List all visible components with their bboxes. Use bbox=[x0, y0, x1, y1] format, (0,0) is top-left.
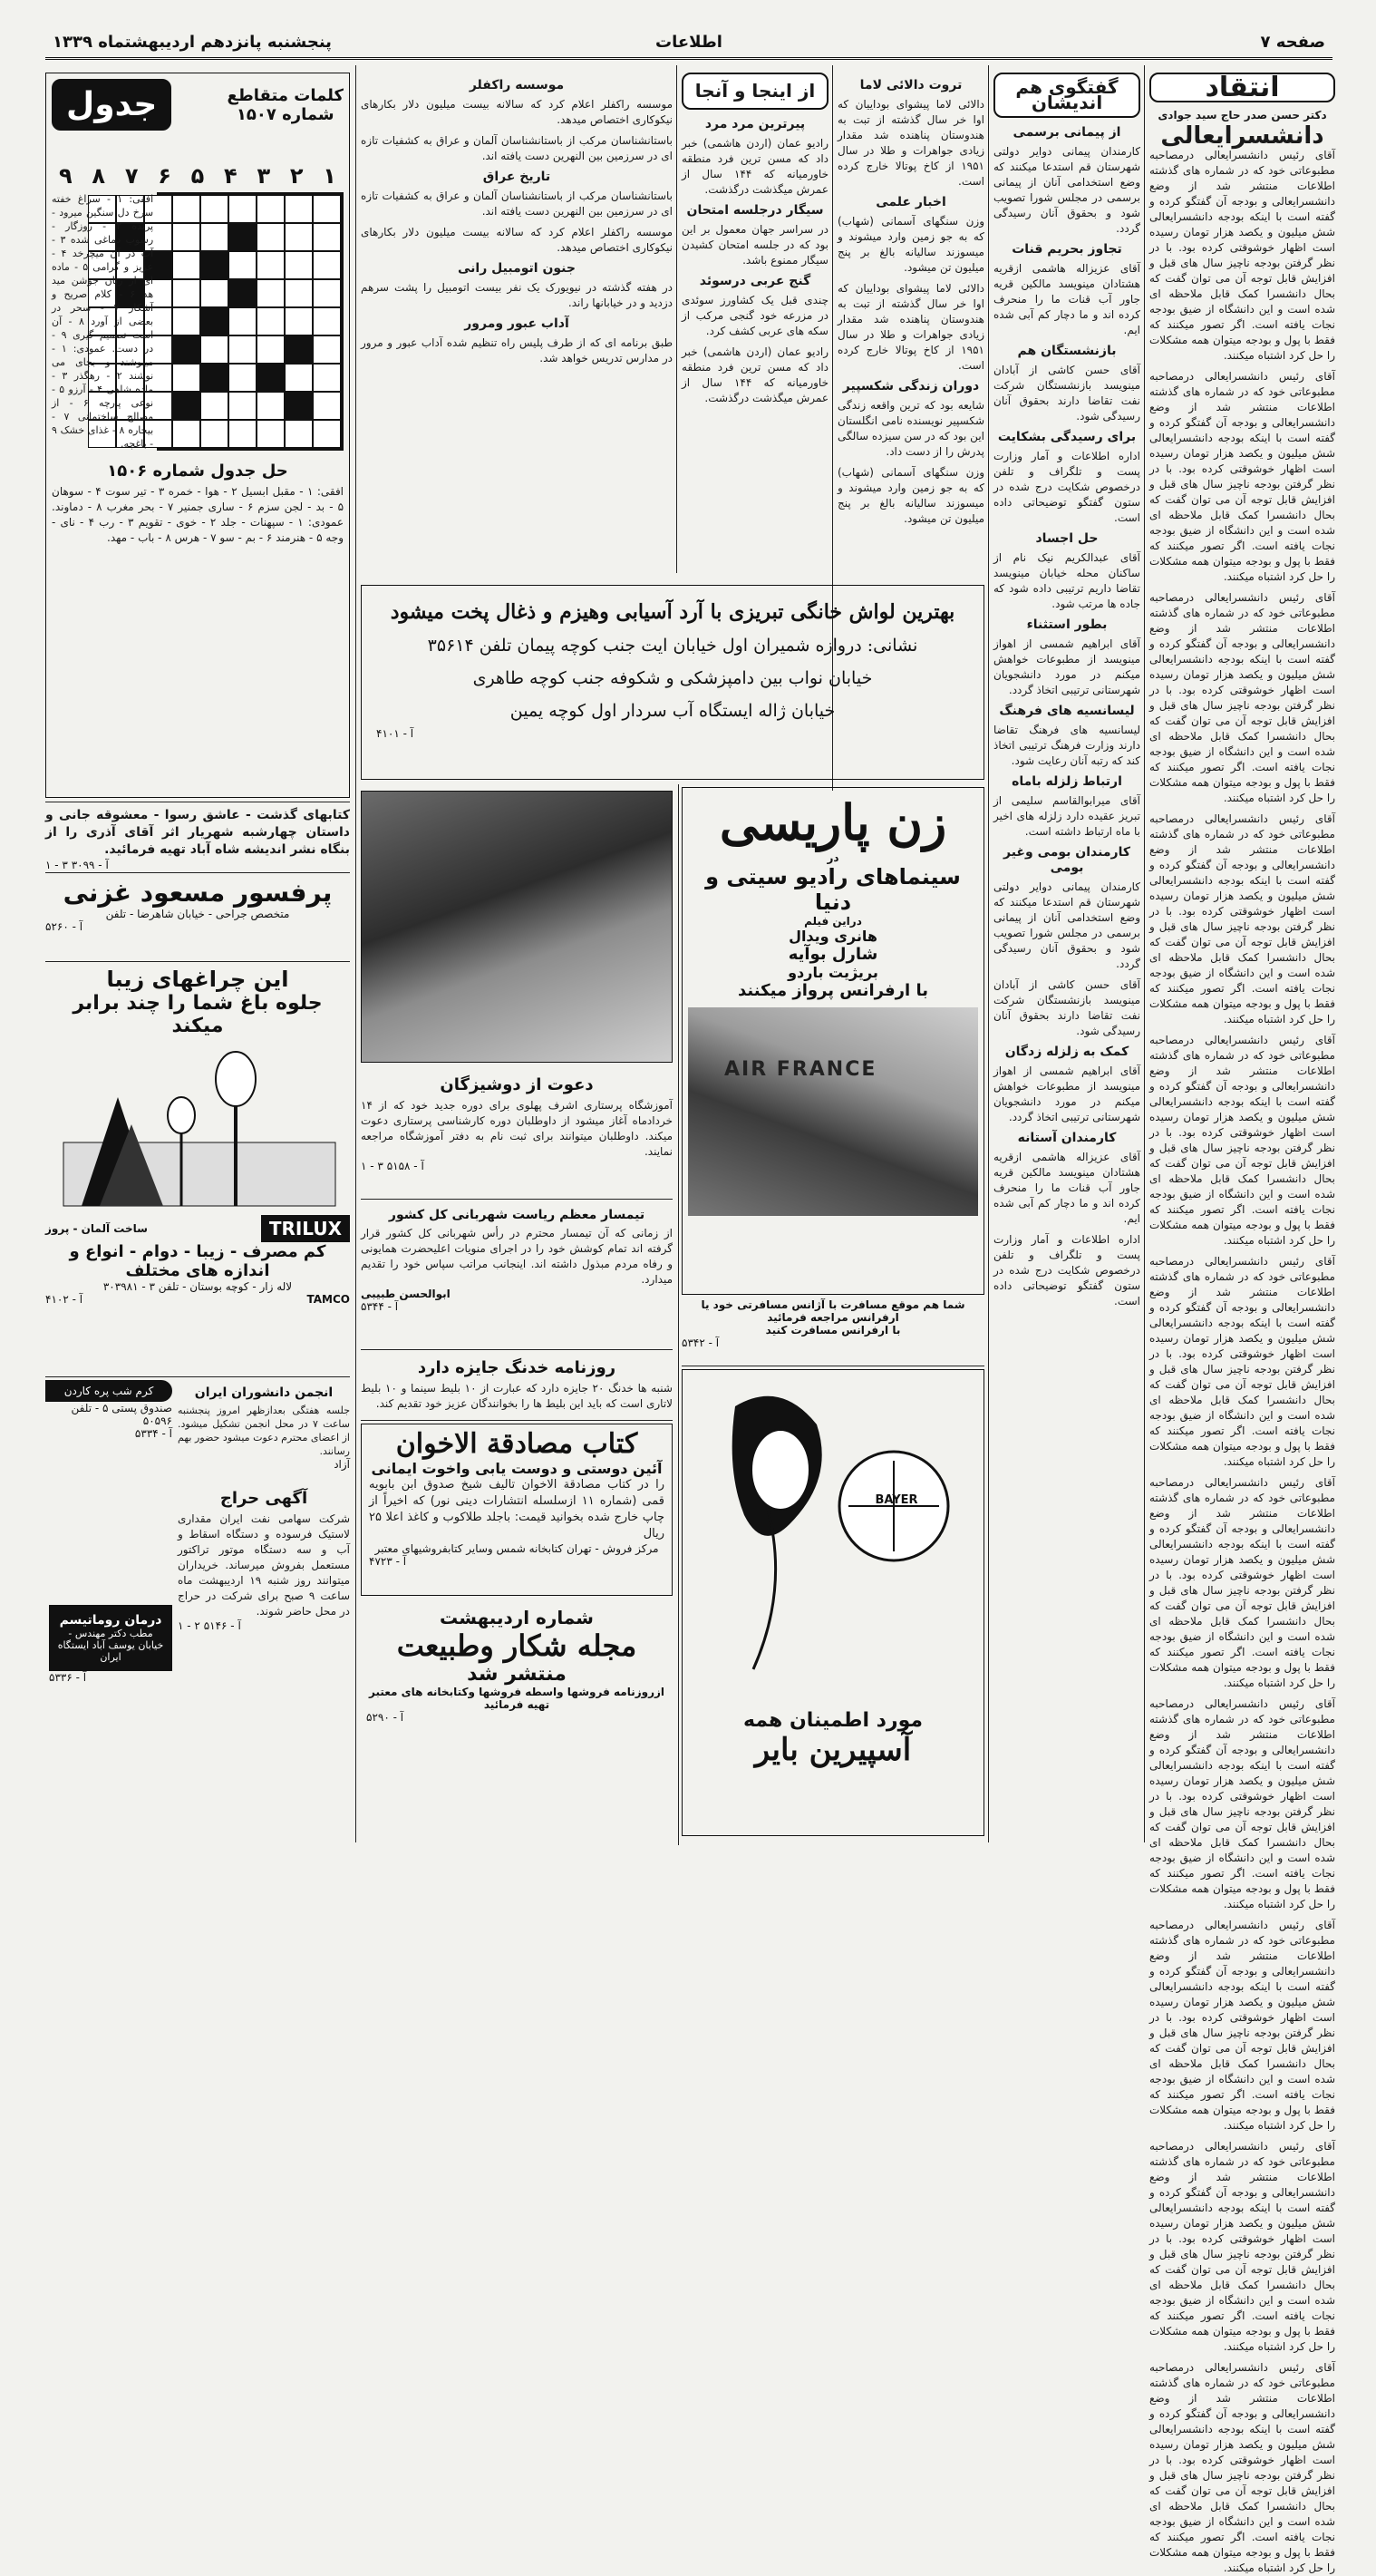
editorial-byline: دکتر حسن صدر حاج سید جوادی bbox=[1158, 109, 1327, 122]
tube-code2: آ - ۵۳۳۴ bbox=[134, 1427, 172, 1440]
crossword-cell bbox=[200, 392, 228, 420]
crossword-subtitle: کلمات متقاطع bbox=[227, 85, 344, 105]
police-sign: ابوالحسن طبیبی bbox=[361, 1288, 451, 1300]
air-france-text: AIR FRANCE bbox=[724, 1058, 877, 1081]
crossword-cell bbox=[172, 279, 200, 307]
letters-text: کارمندان پیمانی دوایر دولتی شهرستان قم استدعا میکنند که وضع استخدامی آنان از پیمانی برسمی در مجلس شورا تصویب شود و بحقوق آنان رسیدگی گردد. bbox=[993, 880, 1140, 970]
film-in: در bbox=[827, 851, 839, 864]
crossword-cell bbox=[228, 364, 257, 392]
letters-text: آقای عبدالکریم نیک نام از ساکنان محله خیابان مینویسد تقاضا داریم ترتیبی داده شود که جاده ها مرتب شود. bbox=[993, 551, 1140, 610]
ad-lamps-sub: جلوه باغ شما را چند برابر میکند bbox=[73, 992, 323, 1037]
column-editorial bbox=[1149, 72, 1335, 2574]
divider bbox=[45, 872, 350, 873]
crossword-cell bbox=[200, 251, 228, 279]
news-text: وزن سنگهای آسمانی (شهاب) که به جو زمین وارد میشوند و میسوزند سالیانه بالغ بر پنج میلیون تن میشود. bbox=[838, 215, 984, 274]
book-text: را در کتاب مصادقة الاخوان تالیف شیخ صدوق ابن بابویه قمی (شماره ۱۱ ازسلسله انتشارات دینی نور) که اخیراً از چاپ خارج شده بخوانید قیمت: باجلد طلاکوب و کاغذ اعلا ۲۵ ریال bbox=[369, 1478, 664, 1541]
column-rule bbox=[676, 65, 677, 573]
crossword-cell bbox=[257, 279, 285, 307]
editorial-title: دانشسرایعالی bbox=[1160, 122, 1324, 150]
divider bbox=[45, 961, 350, 962]
union-text: جلسه هفتگی بعدازظهر امروز پنجشنبه ساعت ۷ در محل انجمن تشکیل میشود. از اعضای محترم دعوت میشود حضور بهم رسانند. bbox=[178, 1405, 350, 1457]
col-number: ۱ bbox=[323, 163, 336, 189]
letters-text: آقای حسن کاشی از آبادان مینویسد بازنشستگان شرکت نفت تقاضا دارند بحقوق آنان رسیدگی شود. bbox=[993, 364, 1140, 423]
crossword-cell bbox=[313, 420, 341, 448]
ad-lamps-code: آ - ۴۱۰۲ bbox=[45, 1293, 83, 1306]
news-text: باستانشناسان مرکب از باستانشناسان آلمان و عراق به کشفیات تازه ای در سرزمین بین النهرین دست یافته اند. bbox=[361, 134, 673, 162]
letters-text: اداره اطلاعات و آمار وزارت پست و تلگراف و تلفن درخصوص شکایت درج شده در ستون گفتگو توضیحاتی داده است. bbox=[993, 450, 1140, 524]
film-actor2: شارل بوآیه bbox=[788, 945, 878, 964]
news-text: در هفته گذشته در نیویورک یک نفر بیست اتومبیل را پشت سرهم دزدید و در خیابانها راند. bbox=[361, 281, 673, 309]
crossword-cell bbox=[285, 195, 313, 223]
letters-text: کارمندان پیمانی دوایر دولتی شهرستان قم استدعا میکنند که وضع استخدامی آنان از پیمانی برسمی در مجلس شورا تصویب شود و بحقوق آنان رسیدگی گردد. bbox=[993, 145, 1140, 235]
ad-lamps-headline: این چراغهای زیبا bbox=[106, 967, 289, 992]
editorial-text-repeat: آقای رئیس دانشسرایعالی درمصاحبه مطبوعاتی خود که در شماره های گذشته اطلاعات منتشر شد از وضع دانشسرایعالی و بودجه آن گفتگو کرده و گفته است با اینکه بودجه دانشسرایعالی شش میلیون و یکصد هزار تومان رسیده است اظهار خوشوقتی کرده بود. با در نظر گرفتن بودجه ناچیز سال های قبل و افزایش قابل توجه آن می توان گفت که بحال دانشسرا کمک قابل ملاحظه ای شده است و این دانشگاه از ضیق بودجه نجات یافته است. اگر تصور میکنند که فقط با پول و بودجه میتوان همه مشکلات را حل کرد اشتباه میکنند. bbox=[1149, 370, 1335, 583]
divider bbox=[45, 1376, 350, 1377]
news-text: دالائی لاما پیشوای بوداییان که اوا خر سال گذشته از تبت به هندوستان پناهنده شد مقدار زیادی جواهرات و طلا در سال ۱۹۵۱ از کاخ پوتالا خارج کرده است. bbox=[838, 282, 984, 372]
film-actor1: هانری ویدال bbox=[789, 928, 877, 945]
union-tail: آزاد bbox=[334, 1458, 350, 1471]
trilux-logo: TRILUX bbox=[261, 1215, 350, 1242]
crossword-cell bbox=[313, 223, 341, 251]
crossword-cell bbox=[200, 307, 228, 335]
crossword-cell bbox=[200, 364, 228, 392]
solution-title: حل جدول شماره ۱۵۰۶ bbox=[107, 462, 288, 481]
editorial-text-repeat: آقای رئیس دانشسرایعالی درمصاحبه مطبوعاتی خود که در شماره های گذشته اطلاعات منتشر شد از وضع دانشسرایعالی و بودجه آن گفتگو کرده و گفته است با اینکه بودجه دانشسرایعالی شش میلیون و یکصد هزار تومان رسیده است اظهار خوشوقتی کرده بود. با در نظر گرفتن بودجه ناچیز سال های قبل و افزایش قابل توجه آن می توان گفت که بحال دانشسرا کمک قابل ملاحظه ای شده است و این دانشگاه از ضیق بودجه نجات یافته است. اگر تصور میکنند که فقط با پول و بودجه میتوان همه مشکلات را حل کرد اشتباه میکنند. bbox=[1149, 1919, 1335, 2132]
crossword-clues: افقی: ۱ - سراغ خفته سرخ دل سنگین میرود - پرنده ۲ - روزگار - رسوب دماغی شده ۳ - آب در آن میچرخد ۴ - عزیز و گرامی ۵ - ماده ای از زبان جوشن مید هد ۶ - کلام صریح و آشکار ۷ - سحر در بعضی از آورد ۸ - آن است تصمیم گیری ۹ - در دست. عمودی: ۱ - مینوشند و بجای می نوشند ۲ - رهگذر ۳ - ماده شاهی ۴ - آرزو ۵ - نوعی پارچه ۶ - از مصالح ساختمانی ۷ - بیچاره ۸ - غذای خشک ۹ - باغچه. bbox=[52, 193, 154, 450]
editorial-text-repeat: آقای رئیس دانشسرایعالی درمصاحبه مطبوعاتی خود که در شماره های گذشته اطلاعات منتشر شد از وضع دانشسرایعالی و بودجه آن گفتگو کرده و گفته است با اینکه بودجه دانشسرایعالی شش میلیون و یکصد هزار تومان رسیده است اظهار خوشوقتی کرده بود. با در نظر گرفتن بودجه ناچیز سال های قبل و افزایش قابل توجه آن می توان گفت که بحال دانشسرا کمک قابل ملاحظه ای شده است و این دانشگاه از ضیق بودجه نجات یافته است. اگر تصور میکنند که فقط با پول و بودجه میتوان همه مشکلات را حل کرد اشتباه میکنند. bbox=[1149, 1255, 1335, 1468]
crossword-cell bbox=[228, 223, 257, 251]
news-text: باستانشناسان مرکب از باستانشناسان آلمان و عراق به کشفیات تازه ای در سرزمین بین النهرین دست یافته اند. bbox=[361, 190, 673, 218]
tube-code: صندوق پستی ۵ - تلفن ۵۰۵۹۶ bbox=[71, 1402, 172, 1427]
crossword-cell bbox=[200, 335, 228, 364]
news-heading: تروت دالائی لاما bbox=[859, 78, 963, 92]
editorial-text-repeat: آقای رئیس دانشسرایعالی درمصاحبه مطبوعاتی خود که در شماره های گذشته اطلاعات منتشر شد از وضع دانشسرایعالی و بودجه آن گفتگو کرده و گفته است با اینکه بودجه دانشسرایعالی شش میلیون و یکصد هزار تومان رسیده است اظهار خوشوقتی کرده بود. با در نظر گرفتن بودجه ناچیز سال های قبل و افزایش قابل توجه آن می توان گفت که بحال دانشسرا کمک قابل ملاحظه ای شده است و این دانشگاه از ضیق بودجه نجات یافته است. اگر تصور میکنند که فقط با پول و بودجه میتوان همه مشکلات را حل کرد اشتباه میکنند. bbox=[1149, 1476, 1335, 1689]
crossword-cell bbox=[285, 251, 313, 279]
crossword-cell bbox=[172, 364, 200, 392]
news-text: وزن سنگهای آسمانی (شهاب) که به جو زمین وارد میشوند و میسوزند سالیانه بالغ بر پنج میلیون تن میشود. bbox=[838, 466, 984, 525]
police-title: تیمسار معظم ریاست شهربانی کل کشور bbox=[388, 1208, 645, 1222]
khadang-text: شنبه ها خدنگ ۲۰ جایزه دارد که عبارت از ۱۰ بلیط سینما و ۱۰ بلیط لاتاری است که باید این بلیط ها را بخوانندگان عزیز خود تقدیم کند. bbox=[361, 1382, 673, 1410]
news-text: دالائی لاما پیشوای بوداییان که اوا خر سال گذشته از تبت به هندوستان پناهنده شد مقدار زیادی جواهرات و طلا در سال ۱۹۵۱ از کاخ پوتالا خارج کرده است. bbox=[838, 98, 984, 188]
letters-heading: بازنشستگان هم bbox=[1017, 344, 1117, 358]
col-number: ۷ bbox=[124, 163, 139, 189]
col-number: ۸ bbox=[92, 163, 106, 189]
news-heading: سیگار درجلسه امتحان bbox=[686, 203, 824, 218]
letters-text: اداره اطلاعات و آمار وزارت پست و تلگراف و تلفن درخصوص شکایت درج شده در ستون گفتگو توضیحاتی داده است. bbox=[993, 1233, 1140, 1307]
news-heading: پیرترین مرد مرد bbox=[704, 117, 806, 131]
crossword-title: جدول bbox=[52, 79, 171, 131]
ad-union bbox=[178, 1380, 350, 1480]
letters-heading: تجاوز بحریم قنات bbox=[1012, 242, 1122, 257]
tamco-label: TAMCO bbox=[306, 1293, 350, 1306]
ad-bayer bbox=[682, 1369, 984, 1836]
divider bbox=[361, 1199, 673, 1200]
crossword-box bbox=[45, 73, 350, 798]
crossword-grid bbox=[157, 192, 344, 451]
crossword-cell bbox=[257, 223, 285, 251]
letters-text: آقای حسن کاشی از آبادان مینویسد بازنشستگان شرکت نفت تقاضا دارند بحقوق آنان رسیدگی شود. bbox=[993, 978, 1140, 1037]
rheum-text: مطب دکتر مهندس - خیابان یوسف آباد ایستگاه ایران bbox=[57, 1628, 164, 1663]
crossword-cell bbox=[172, 335, 200, 364]
tube-label: کرم شب پره کاردن bbox=[45, 1380, 172, 1402]
crossword-cell bbox=[313, 392, 341, 420]
crossword-cell bbox=[200, 195, 228, 223]
crossword-cell bbox=[172, 420, 200, 448]
film-tag: با ارفرانس پرواز میکنند bbox=[738, 981, 928, 1000]
bakery-line3: خیابان نواب بین دامپزشکی و شکوفه جنب کوچه طاهری bbox=[472, 668, 873, 688]
ad-doctor bbox=[45, 878, 350, 959]
police-text: از زمانی که آن تیمسار محترم در رأس شهربانی کل کشور قرار گرفته اند تمام کوشش خود را در اجرای منویات اعلیحضرت همایونی و رفاه مردم مبذول داشته اند. اینجانب مراتب سپاس خود را تقدیم میدارد. bbox=[361, 1227, 673, 1286]
garden-lamp-illustration bbox=[45, 1043, 350, 1215]
ad-film bbox=[682, 787, 984, 1295]
crossword-cell bbox=[285, 420, 313, 448]
news-banner: از اینجا و آنجا bbox=[682, 73, 829, 110]
letters-heading: برای رسیدگی بشکایت bbox=[997, 430, 1137, 444]
letters-text: آقای ابراهیم شمسی از اهواز مینویسد از مطبوعات خواهش میکنم در مورد دانشجویان شهرستانی ترتیبی اتخاذ گردد. bbox=[993, 637, 1140, 696]
letters-heading: از پیمانی برسمی bbox=[1013, 125, 1121, 140]
crossword-number: شماره ۱۵۰۷ bbox=[236, 104, 334, 124]
solution-text: افقی: ۱ - مقبل ابسیل ۲ - هوا - خمره ۳ - تیر سوت ۴ - سوهان ۵ - بد - لجن سزم ۶ - ساری جمنیر ۷ - بحر مغرب ۸ - دماوند. عمودی: ۱ - سپهنات - جلد ۲ - خوی - تقویم ۳ - رب ۴ - نای - وجه ۵ - هنرمند ۶ - بم - سو ۷ - هرس ۸ - باب - مهد. bbox=[52, 485, 344, 544]
crossword-column-numbers bbox=[52, 163, 344, 189]
film-cinemas: سینماهای رادیو سیتی و دنیا bbox=[705, 864, 961, 915]
editorial-text-repeat: آقای رئیس دانشسرایعالی درمصاحبه مطبوعاتی خود که در شماره های گذشته اطلاعات منتشر شد از وضع دانشسرایعالی و بودجه آن گفتگو کرده و گفته است با اینکه بودجه دانشسرایعالی شش میلیون و یکصد هزار تومان رسیده است اظهار خوشوقتی کرده بود. با در نظر گرفتن بودجه ناچیز سال های قبل و افزایش قابل توجه آن می توان گفت که بحال دانشسرا کمک قابل ملاحظه ای شده است و این دانشگاه از ضیق بودجه نجات یافته است. اگر تصور میکنند که فقط با پول و بودجه میتوان همه مشکلات را حل کرد اشتباه میکنند. bbox=[1149, 1697, 1335, 1910]
ad-khadang bbox=[361, 1353, 673, 1416]
bayer-tag: مورد اطمینان همه bbox=[742, 1709, 924, 1732]
crossword-cell bbox=[257, 195, 285, 223]
building-photo bbox=[361, 791, 673, 1063]
letters-heading: ارتباط زلزله باماه bbox=[1012, 774, 1122, 789]
khadang-title: روزنامه خدنگ جایزه دارد bbox=[417, 1358, 616, 1377]
col-number: ۳ bbox=[257, 163, 271, 189]
news-text: چندی قبل یک کشاورز سوئدی در مزرعه خود گنجی مرکب از سکه های عربی کشف کرد. bbox=[682, 294, 829, 337]
news-heading: گنج عربی درسوئد bbox=[699, 274, 811, 288]
film-footer-text: شما هم موقع مسافرت با آژانس مسافرتی خود یا ارفرانس مراجعه فرمائید bbox=[701, 1298, 965, 1324]
ad-magazine bbox=[361, 1601, 673, 1837]
editorial-text-repeat: آقای رئیس دانشسرایعالی درمصاحبه مطبوعاتی خود که در شماره های گذشته اطلاعات منتشر شد از وضع دانشسرایعالی و بودجه آن گفتگو کرده و گفته است با اینکه بودجه دانشسرایعالی شش میلیون و یکصد هزار تومان رسیده است اظهار خوشوقتی کرده بود. با در نظر گرفتن بودجه ناچیز سال های قبل و افزایش قابل توجه آن می توان گفت که بحال دانشسرا کمک قابل ملاحظه ای شده است و این دانشگاه از ضیق بودجه نجات یافته است. اگر تصور میکنند که فقط با پول و بودجه میتوان همه مشکلات را حل کرد اشتباه میکنند. bbox=[1149, 812, 1335, 1026]
column-news-a bbox=[838, 73, 984, 585]
crossword-cell bbox=[200, 279, 228, 307]
crossword-cell bbox=[257, 307, 285, 335]
crossword-cell bbox=[313, 335, 341, 364]
ad-doctor-text: متخصص جراحی - خیابان شاهرضا - تلفن bbox=[105, 908, 290, 920]
news-text: طبق برنامه ای که از طرف پلیس راه تنظیم شده آداب عبور و مرور در مدارس تدریس خواهد شد. bbox=[361, 336, 673, 365]
letters-heading: کمک به زلزله زدگان bbox=[1004, 1045, 1129, 1059]
crossword-cell bbox=[172, 223, 200, 251]
letters-heading: کارمندان بومی وغیر بومی bbox=[1003, 845, 1130, 875]
ad-lamps bbox=[45, 967, 350, 1375]
magazine-sub: شماره اردیبهشت bbox=[440, 1607, 594, 1628]
editorial-text-repeat: آقای رئیس دانشسرایعالی درمصاحبه مطبوعاتی خود که در شماره های گذشته اطلاعات منتشر شد از وضع دانشسرایعالی و بودجه آن گفتگو کرده و گفته است با اینکه بودجه دانشسرایعالی شش میلیون و یکصد هزار تومان رسیده است اظهار خوشوقتی کرده بود. با در نظر گرفتن بودجه ناچیز سال های قبل و افزایش قابل توجه آن می توان گفت که بحال دانشسرا کمک قابل ملاحظه ای شده است و این دانشگاه از ضیق بودجه نجات یافته است. اگر تصور میکنند که فقط با پول و بودجه میتوان همه مشکلات را حل کرد اشتباه میکنند. bbox=[1149, 2140, 1335, 2353]
column-news-c bbox=[361, 73, 673, 585]
col-number: ۲ bbox=[289, 163, 304, 189]
crossword-cell bbox=[257, 251, 285, 279]
ad-police bbox=[361, 1202, 673, 1347]
divider bbox=[361, 1420, 673, 1421]
film-title: زن پاریسی bbox=[719, 793, 947, 851]
letters-heading: بطور استثناء bbox=[1026, 617, 1108, 632]
ad-lamps-desc: کم مصرف - زیبا - دوام - انواع و اندازه های مختلف bbox=[69, 1242, 326, 1280]
magazine-title: مجله شکار وطبیعت bbox=[396, 1628, 637, 1663]
ad-school bbox=[361, 1070, 673, 1197]
crossword-cell bbox=[285, 364, 313, 392]
film-code: آ - ۵۳۴۲ bbox=[682, 1337, 720, 1349]
column-rule bbox=[355, 65, 356, 1842]
news-text: موسسه راکفلر اعلام کرد که سالانه بیست میلیون دلار بکارهای نیکوکاری اختصاص میدهد. bbox=[361, 98, 673, 126]
page-number: صفحه ۷ bbox=[1260, 33, 1325, 52]
rheum-title: درمان روماتیسم bbox=[59, 1613, 162, 1628]
news-text: رادیو عمان (اردن هاشمی) خبر داد که مسن ترین فرد منطقه خاورمیانه که ۱۴۴ سال از عمرش میگذشت درگذشت. bbox=[682, 345, 829, 404]
crossword-cell bbox=[313, 195, 341, 223]
crossword-cell bbox=[228, 335, 257, 364]
col-number: ۴ bbox=[224, 163, 237, 189]
crossword-cell bbox=[172, 307, 200, 335]
crossword-cell bbox=[313, 307, 341, 335]
crossword-cell bbox=[228, 420, 257, 448]
magazine-text: ازروزنامه فروشها واسطه فروشها وکتابخانه های معتبر تهیه فرمائید bbox=[368, 1686, 664, 1711]
crossword-cell bbox=[228, 279, 257, 307]
letters-text: لیسانسیه های فرهنگ تقاضا دارند وزارت فرهنگ ترتیبی اتخاذ کند که رتبه آنان رعایت شود. bbox=[993, 724, 1140, 767]
auction-title: آگهی حراج bbox=[219, 1489, 308, 1508]
news-text: شایعه بود که ترین واقعه زندگی شکسپیر نویسنده نامی انگلستان این بود که در سن سیزده سالگی پدرش را از دست داد. bbox=[838, 399, 984, 458]
col-number: ۹ bbox=[59, 163, 73, 189]
news-text: رادیو عمان (اردن هاشمی) خبر داد که مسن ترین فرد منطقه خاورمیانه که ۱۴۴ سال از عمرش میگذشت درگذشت. bbox=[682, 137, 829, 196]
bakery-code: آ - ۴۱۰۱ bbox=[376, 727, 414, 740]
letters-text: آقای عزیزاله هاشمی ازقریه هشتادان مینویسد مالکین قریه جاور آب قنات ما را منحرف کرده اند و ما دچار کم آبی شده ایم. bbox=[993, 262, 1140, 336]
ad-bakery bbox=[361, 585, 984, 780]
bayer-product: آسپیرین بایر bbox=[754, 1732, 912, 1768]
news-heading: دوران زندگی شکسپیر bbox=[842, 379, 980, 394]
ad-doctor-name: پرفسور مسعود غزنی bbox=[63, 878, 333, 908]
editorial-text: آقای رئیس دانشسرایعالی درمصاحبه مطبوعاتی خود که در شماره های گذشته اطلاعات منتشر شد از وضع دانشسرایعالی و بودجه آن گفتگو کرده و گفته است با اینکه بودجه دانشسرایعالی شش میلیون و یکصد هزار تومان رسیده است اظهار خوشوقتی کرده بود. با در نظر گرفتن بودجه ناچیز سال های قبل و افزایش قابل توجه آن می توان گفت که بحال دانشسرا کمک قابل ملاحظه ای شده است و این دانشگاه از ضیق بودجه نجات یافته است. اگر تصور میکنند که فقط با پول و بودجه میتوان همه مشکلات را حل کرد اشتباه میکنند. bbox=[1149, 149, 1335, 362]
crossword-cell bbox=[285, 392, 313, 420]
auction-text: شرکت سهامی نفت ایران مقداری لاستیک فرسوده و دستگاه اسقاط و آب و سه دستگاه موتور تراکتور مستعمل بفروش میرساند. خریداران میتوانند روز شنبه ۱۹ اردیبهشت ماه ساعت ۹ صبح برای شرکت در حراج در محل حاضر شوند. bbox=[178, 1512, 351, 1618]
letters-text: آقای عزیزاله هاشمی ازقریه هشتادان مینویسد مالکین قریه جاور آب قنات ما را منحرف کرده اند و ما دچار کم آبی شده ایم. bbox=[993, 1151, 1140, 1225]
crossword-cell bbox=[172, 392, 200, 420]
editorial-text-repeat: آقای رئیس دانشسرایعالی درمصاحبه مطبوعاتی خود که در شماره های گذشته اطلاعات منتشر شد از وضع دانشسرایعالی و بودجه آن گفتگو کرده و گفته است با اینکه بودجه دانشسرایعالی شش میلیون و یکصد هزار تومان رسیده است اظهار خوشوقتی کرده بود. با در نظر گرفتن بودجه ناچیز سال های قبل و افزایش قابل توجه آن می توان گفت که بحال دانشسرا کمک قابل ملاحظه ای شده است و این دانشگاه از ضیق بودجه نجات یافته است. اگر تصور میکنند که فقط با پول و بودجه میتوان همه مشکلات را حل کرد اشتباه میکنند. bbox=[1149, 1034, 1335, 1247]
crossword-cell bbox=[257, 420, 285, 448]
school-title: دعوت از دوشیزگان bbox=[440, 1075, 594, 1094]
column-rule bbox=[678, 784, 679, 1845]
crossword-cell bbox=[172, 251, 200, 279]
masthead bbox=[45, 27, 1332, 60]
book-code: آ - ۴۷۲۳ bbox=[369, 1555, 407, 1568]
letters-text: آقای ابراهیم شمسی از اهواز مینویسد از مطبوعات خواهش میکنم در مورد دانشجویان شهرستانی ترتیبی اتخاذ گردد. bbox=[993, 1064, 1140, 1123]
crossword-cell bbox=[200, 223, 228, 251]
book-title: کتاب مصادقة الاخوان bbox=[395, 1428, 638, 1460]
letters-text: آقای میرابوالقاسم سلیمی از تبریز عقیده دارد زلزله های اخیر با ماه ارتباط داشته است. bbox=[993, 794, 1140, 838]
ad-tube bbox=[45, 1380, 172, 1444]
letters-heading: لیسانسیه های فرهنگ bbox=[999, 704, 1135, 718]
news-heading: تاریخ عراق bbox=[482, 170, 551, 184]
film-footer bbox=[682, 1298, 984, 1362]
column-rule bbox=[988, 65, 989, 1842]
letters-banner: گفتگوی هم اندیشان bbox=[993, 73, 1140, 118]
film-role: دراین فیلم bbox=[804, 915, 862, 928]
crossword-cell bbox=[285, 223, 313, 251]
film-footer-text2: با ارفرانس مسافرت کنید bbox=[765, 1324, 901, 1337]
auction-code: آ - ۵۱۴۶ ۲ - ۱ bbox=[178, 1619, 241, 1632]
crossword-cell bbox=[257, 335, 285, 364]
news-text: موسسه راکفلر اعلام کرد که سالانه بیست میلیون دلار بکارهای نیکوکاری اختصاص میدهد. bbox=[361, 226, 673, 254]
school-code: آ - ۵۱۵۸ ۳ - ۱ bbox=[361, 1160, 424, 1172]
crossword-cell bbox=[228, 251, 257, 279]
ad-lamps-made: ساخت آلمان - پروز bbox=[45, 1222, 148, 1235]
crossword-cell bbox=[172, 195, 200, 223]
crossword-cell bbox=[228, 307, 257, 335]
news-heading: جنون اتومبیل رانی bbox=[458, 261, 576, 276]
col-number: ۶ bbox=[158, 163, 171, 189]
ad-books-code: آ - ۳۰۹۹ ۳ - ۱ bbox=[45, 859, 109, 871]
news-text: در سراسر جهان معمول بر این بود که در جلسه امتحان کشیدن سیگار ممنوع باشد. bbox=[682, 223, 829, 267]
bakery-line4: خیابان ژاله ایستگاه آب سردار اول کوچه یمین bbox=[509, 701, 836, 721]
divider bbox=[361, 1349, 673, 1350]
ad-books bbox=[45, 807, 350, 870]
crossword-cell bbox=[313, 251, 341, 279]
letters-heading: کارمندان آستانه bbox=[1017, 1131, 1117, 1145]
book-sub: آئین دوستی و دوست یابی واخوت ایمانی bbox=[371, 1460, 663, 1477]
ad-rheum bbox=[49, 1605, 172, 1832]
crossword-cell bbox=[313, 279, 341, 307]
crossword-cell bbox=[228, 392, 257, 420]
book-text2: مرکز فروش - تهران کتابخانه شمس وسایر کتابفروشیهای معتبر bbox=[374, 1542, 659, 1555]
rheum-code: آ - ۵۳۳۶ bbox=[49, 1671, 87, 1684]
news-heading: آداب عبور ومرور bbox=[464, 316, 569, 331]
column-rule bbox=[1144, 65, 1145, 1842]
bayer-logo: BAYER bbox=[875, 1493, 918, 1507]
paper-name: اطلاعات bbox=[655, 33, 722, 52]
school-text: آموزشگاه پرستاری اشرف پهلوی برای دوره جدید خود که از ۱۴ خردادماه آغاز میشود از داوطلبان دوره کارشناسی پرستاری دعوت میکند. داوطلبان میتوانند برای ثبت نام به دفتر آموزشگاه مراجعه نمایند. bbox=[361, 1099, 673, 1158]
bakery-line1: بهترین لواش خانگی تبریزی با آرد آسیابی وهیزم و ذغال پخت میشود bbox=[390, 600, 955, 624]
ad-auction bbox=[178, 1483, 350, 1837]
ad-book bbox=[361, 1424, 673, 1596]
news-heading: موسسه راکفلر bbox=[469, 78, 565, 92]
crossword-cell bbox=[285, 307, 313, 335]
crossword-cell bbox=[200, 420, 228, 448]
column-letters bbox=[993, 73, 1140, 1841]
bakery-line2: نشانی: دروازه شمیران اول خیابان ایت جنب کوچه پیمان تلفن ۳۵۶۱۴ bbox=[427, 636, 918, 656]
issue-date: پنجشنبه پانزدهم اردیبهشتماه ۱۳۳۹ bbox=[53, 33, 332, 52]
editorial-text-repeat: آقای رئیس دانشسرایعالی درمصاحبه مطبوعاتی خود که در شماره های گذشته اطلاعات منتشر شد از وضع دانشسرایعالی و بودجه آن گفتگو کرده و گفته است با اینکه بودجه دانشسرایعالی شش میلیون و یکصد هزار تومان رسیده است اظهار خوشوقتی کرده بود. با در نظر گرفتن بودجه ناچیز سال های قبل و افزایش قابل توجه آن می توان گفت که بحال دانشسرا کمک قابل ملاحظه ای شده است و این دانشگاه از ضیق بودجه نجات یافته است. اگر تصور میکنند که فقط با پول و بودجه میتوان همه مشکلات را حل کرد اشتباه میکنند. bbox=[1149, 591, 1335, 804]
letters-heading: حل اجساد bbox=[1035, 531, 1099, 546]
ad-doctor-code: آ - ۵۲۶۰ bbox=[45, 920, 83, 933]
crossword-cell bbox=[313, 364, 341, 392]
magazine-tail: منتشر شد bbox=[467, 1663, 567, 1686]
news-heading: اخبار علمی bbox=[876, 195, 946, 209]
crossword-cell bbox=[228, 195, 257, 223]
editorial-banner: انتقاد bbox=[1149, 73, 1335, 102]
crossword-cell bbox=[285, 335, 313, 364]
crossword-cell bbox=[257, 392, 285, 420]
magazine-code: آ - ۵۲۹۰ bbox=[366, 1711, 404, 1724]
bayer-illustration bbox=[681, 1370, 984, 1706]
film-actor3: بریژیت باردو bbox=[788, 964, 878, 981]
column-news-b bbox=[682, 73, 829, 585]
union-title: انجمن دانشوران ایران bbox=[194, 1385, 334, 1400]
police-code: آ - ۵۳۴۴ bbox=[361, 1300, 399, 1313]
ad-books-text: کتابهای گذشت - عاشق رسوا - معشوقه جانی و داستان چهارشبه شهریار اثر آقای آذری را از بنگاه نشر اندیشه شاه آباد تهیه فرمائید. bbox=[45, 808, 350, 857]
airplane-photo bbox=[688, 1007, 978, 1216]
crossword-cell bbox=[285, 279, 313, 307]
editorial-text-repeat: آقای رئیس دانشسرایعالی درمصاحبه مطبوعاتی خود که در شماره های گذشته اطلاعات منتشر شد از وضع دانشسرایعالی و بودجه آن گفتگو کرده و گفته است با اینکه بودجه دانشسرایعالی شش میلیون و یکصد هزار تومان رسیده است اظهار خوشوقتی کرده بود. با در نظر گرفتن بودجه ناچیز سال های قبل و افزایش قابل توجه آن می توان گفت که بحال دانشسرا کمک قابل ملاحظه ای شده است و این دانشگاه از ضیق بودجه نجات یافته است. اگر تصور میکنند که فقط با پول و بودجه میتوان همه مشکلات را حل کرد اشتباه میکنند. bbox=[1149, 2361, 1335, 2574]
col-number: ۵ bbox=[190, 163, 205, 189]
crossword-cell bbox=[257, 364, 285, 392]
ad-lamps-address: لاله زار - کوچه بوستان - تلفن ۳ - ۳۰۳۹۸۱ bbox=[102, 1280, 293, 1293]
